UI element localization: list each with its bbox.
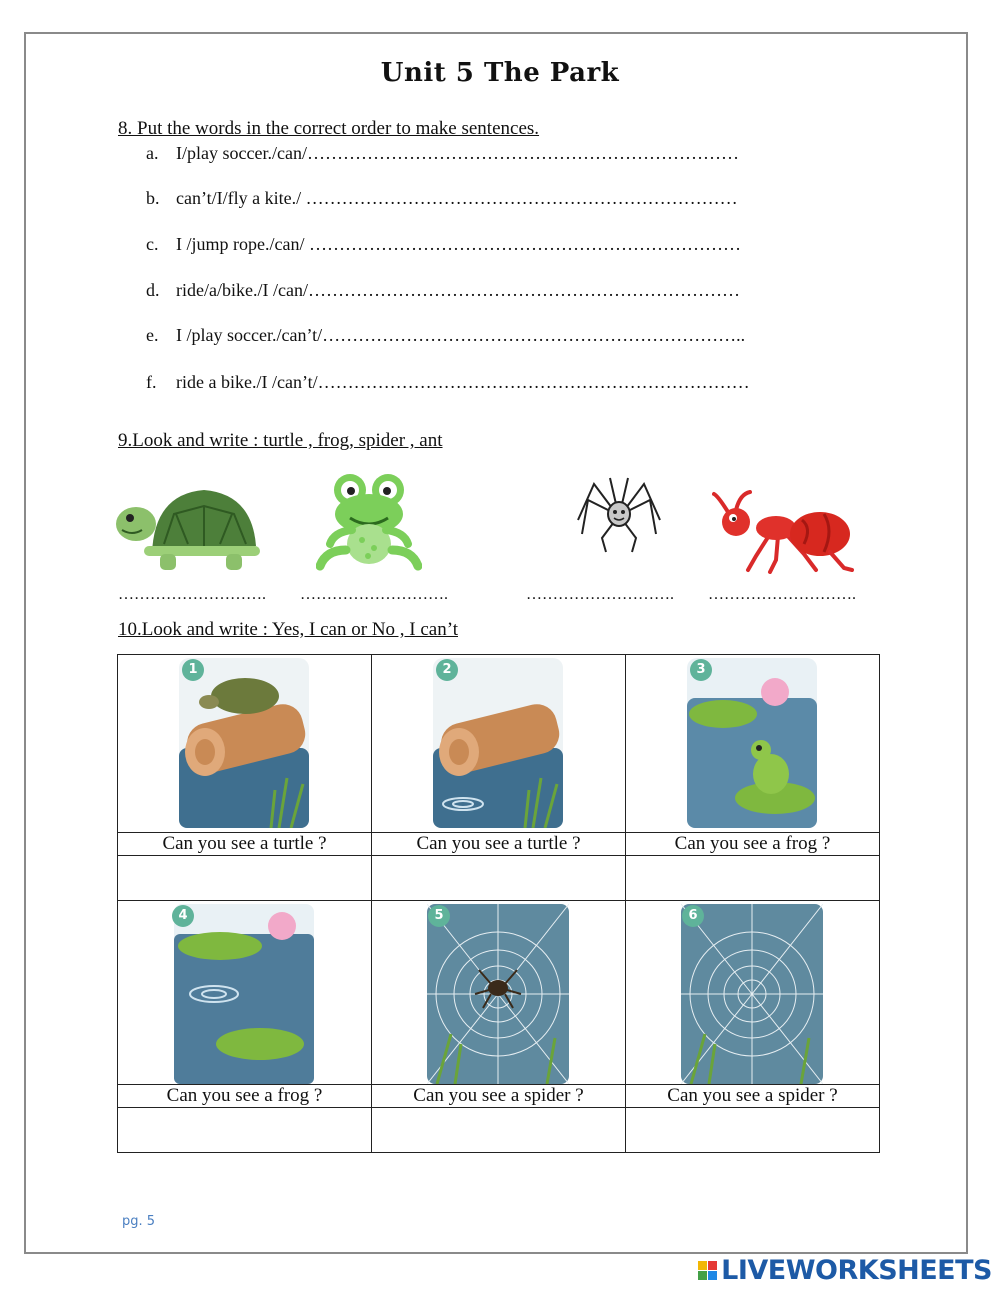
q10-question-1: Can you see a turtle ?	[118, 833, 372, 856]
item-text: I /play soccer./can’t/……………………………………………………………..	[176, 325, 746, 345]
picture-number: 2	[436, 659, 458, 681]
brand-name: LIVEWORKSHEETS	[721, 1254, 992, 1286]
empty-log-image	[433, 658, 563, 828]
q9-answer-1[interactable]: ……………………….	[118, 586, 266, 603]
q10-answer-1[interactable]	[118, 856, 372, 901]
q10-question-5: Can you see a spider ?	[371, 1085, 625, 1108]
q8-item-f[interactable]	[146, 372, 750, 393]
q10-answer-6[interactable]	[625, 1108, 879, 1153]
q9-answer-4[interactable]: ……………………….	[708, 586, 856, 603]
q10-question-2: Can you see a turtle ?	[371, 833, 625, 856]
liveworksheets-icon	[698, 1261, 717, 1280]
q10-question-3: Can you see a frog ?	[625, 833, 879, 856]
ant-illustration	[712, 490, 854, 574]
spider-on-web-image	[427, 904, 569, 1084]
q10-question-6: Can you see a spider ?	[625, 1085, 879, 1108]
q10-picture-6	[625, 901, 879, 1085]
q8-heading: 8. Put the words in the correct order to make sentences.	[118, 118, 540, 139]
q8-item-c[interactable]	[146, 234, 741, 255]
item-label: f.	[146, 372, 157, 392]
empty-web-image	[681, 904, 823, 1084]
q10-picture-5	[371, 901, 625, 1085]
item-label: e.	[146, 325, 159, 345]
picture-number: 1	[182, 659, 204, 681]
spider-illustration	[574, 474, 664, 554]
brand-logo[interactable]	[698, 1254, 992, 1286]
q8-item-d[interactable]	[146, 280, 740, 301]
item-text: ride a bike./I /can’t/………………………………………………………………	[176, 372, 750, 392]
picture-number: 6	[682, 905, 704, 927]
q10-answer-4[interactable]	[118, 1108, 372, 1153]
q9-heading: 9.Look and write : turtle , frog, spider , ant	[118, 430, 443, 451]
frog-illustration	[316, 470, 422, 574]
q10-answer-2[interactable]	[371, 856, 625, 901]
q10-picture-4	[118, 901, 372, 1085]
page-title: Unit 5 The Park	[380, 58, 620, 88]
q9-answer-2[interactable]: ……………………….	[300, 586, 448, 603]
lily-pads-no-frog-image	[174, 904, 314, 1084]
q8-item-e[interactable]	[146, 325, 745, 346]
page-number: pg. 5	[122, 1214, 156, 1229]
item-text: I /jump rope./can/ ………………………………………………………………	[176, 234, 741, 254]
q9-answer-3[interactable]: ……………………….	[526, 586, 674, 603]
q10-table	[117, 654, 880, 1153]
item-label: c.	[146, 234, 159, 254]
item-label: d.	[146, 280, 160, 300]
picture-number: 4	[172, 905, 194, 927]
q10-question-4: Can you see a frog ?	[118, 1085, 372, 1108]
item-text: ride/a/bike./I /can/………………………………………………………………	[176, 280, 740, 300]
q10-answer-5[interactable]	[371, 1108, 625, 1153]
q10-picture-3	[625, 655, 879, 833]
item-label: b.	[146, 188, 160, 208]
q10-picture-2	[371, 655, 625, 833]
q10-picture-1	[118, 655, 372, 833]
q10-answer-3[interactable]	[625, 856, 879, 901]
frog-on-lily-pad-image	[687, 658, 817, 828]
turtle-on-log-image	[179, 658, 309, 828]
item-label: a.	[146, 143, 159, 163]
item-text: I/play soccer./can/………………………………………………………………	[176, 143, 739, 163]
picture-number: 3	[690, 659, 712, 681]
turtle-illustration	[114, 484, 264, 574]
q10-heading: 10.Look and write : Yes, I can or No , I can’t	[118, 619, 458, 640]
q8-item-b[interactable]	[146, 188, 738, 209]
item-text: can’t/I/fly a kite./ ………………………………………………………………	[176, 188, 738, 208]
picture-number: 5	[428, 905, 450, 927]
q8-item-a[interactable]	[146, 143, 739, 164]
